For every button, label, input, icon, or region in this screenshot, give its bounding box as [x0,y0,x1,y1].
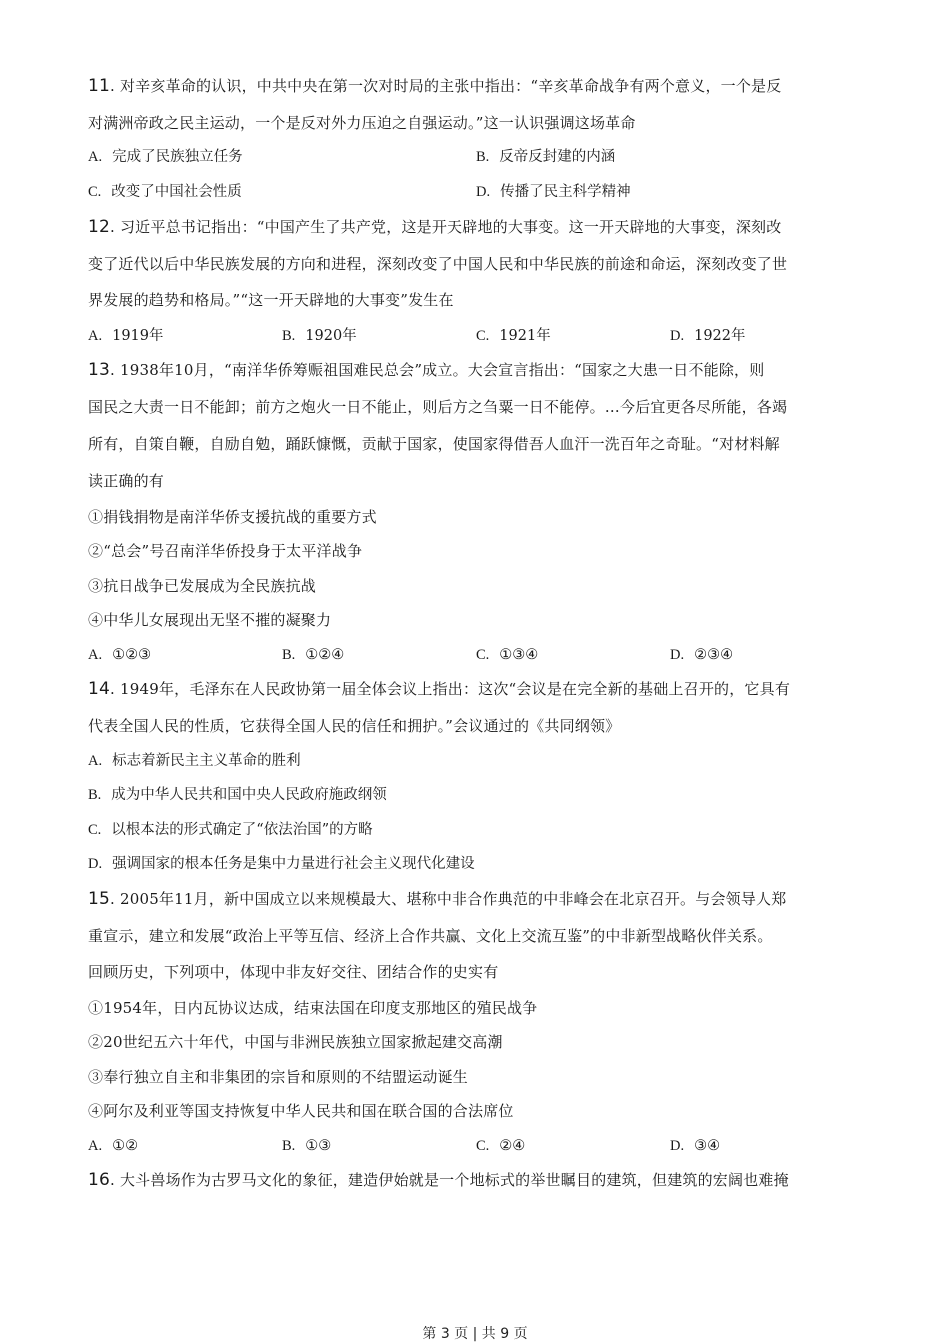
option-b[interactable]: B. ①③ [282,1138,332,1154]
question-15-line-1: 15. 2005年11月，新中国成立以来规模最大、堪称中非合作典范的中非峰会在北京召开。与会领导人郑 [88,889,787,909]
question-14-option-d[interactable]: D. 强调国家的根本任务是集中力量进行社会主义现代化建设 [88,856,475,872]
option-d[interactable]: D. 1922年 [670,328,746,344]
question-15-line-3: 回顾历史，下列项中，体现中非友好交往、团结合作的史实有 [88,963,499,981]
question-13-line-3: 所有，自策自鞭，自励自勉，踊跃慷慨，贡献于国家，使国家得借吾人血汗一洗百年之奇耻。“对材料解 [88,435,780,453]
question-14-option-c[interactable]: C. 以根本法的形式确定了“依法治国”的方略 [88,822,373,838]
page-footer: 第 3 页 | 共 9 页 [422,1326,528,1342]
question-15-statement-1: ①1954年，日内瓦协议达成，结束法国在印度支那地区的殖民战争 [88,999,538,1017]
question-12-line-1: 12. 习近平总书记指出：“中国产生了共产党，这是开天辟地的大事变。这一开天辟地的大事变，深刻改 [88,217,782,237]
question-14-line-2: 代表全国人民的性质，它获得全国人民的信任和拥护。”会议通过的《共同纲领》 [88,717,621,735]
option-c[interactable]: C. 1921年 [476,328,551,344]
question-13-line-4: 读正确的有 [88,472,165,490]
question-13-statement-1: ①捐钱捐物是南洋华侨支援抗战的重要方式 [88,508,377,526]
option-c[interactable]: C. 改变了中国社会性质 [88,184,242,200]
question-16-line-1: 16. 大斗兽场作为古罗马文化的象征，建造伊始就是一个地标式的举世瞩目的建筑，但建筑的宏阔也难掩 [88,1170,789,1190]
question-number: 13 [88,360,111,380]
option-d[interactable]: D. 传播了民主科学精神 [476,184,631,200]
question-12-line-2: 变了近代以后中华民族发展的方向和进程，深刻改变了中国人民和中华民族的前途和命运，深刻改变了世 [88,255,788,273]
question-15-statement-4: ④阿尔及利亚等国支持恢复中华人民共和国在联合国的合法席位 [88,1102,514,1120]
question-number: 15 [88,889,111,909]
question-15-options [88,1136,878,1156]
question-11-options-row-1 [88,147,878,167]
question-15-line-2: 重宣示，建立和发展“政治上平等互信、经济上合作共赢、文化上交流互鉴”的中非新型战略伙伴关系。 [88,927,773,945]
question-number: 16 [88,1170,111,1190]
question-number: 12 [88,217,111,237]
question-15-statement-2: ②20世纪五六十年代，中国与非洲民族独立国家掀起建交高潮 [88,1033,503,1051]
option-b[interactable]: B. 反帝反封建的内涵 [476,149,616,165]
question-15-statement-3: ③奉行独立自主和非集团的宗旨和原则的不结盟运动诞生 [88,1068,469,1086]
option-a[interactable]: A. ①②③ [88,647,152,663]
question-14-option-b[interactable]: B. 成为中华人民共和国中央人民政府施政纲领 [88,787,387,803]
option-c[interactable]: C. ②④ [476,1138,526,1154]
option-d[interactable]: D. ②③④ [670,647,734,663]
question-13-statement-2: ②“总会”号召南洋华侨投身于太平洋战争 [88,542,363,560]
question-number: 11 [88,76,111,96]
option-b[interactable]: B. 1920年 [282,328,357,344]
question-13-line-1: 13. 1938年10月，“南洋华侨筹赈祖国难民总会”成立。大会宣言指出：“国家之大患一日不能除，则 [88,360,765,380]
option-a[interactable]: A. 1919年 [88,328,164,344]
question-13-line-2: 国民之大责一日不能卸；前方之炮火一日不能止，则后方之刍粟一日不能停。…今后宜更各尽所能，各竭 [88,398,788,416]
question-13-statement-4: ④中华儿女展现出无坚不摧的凝聚力 [88,611,332,629]
question-12-line-3: 界发展的趋势和格局。”“这一开天辟地的大事变”发生在 [88,291,454,309]
option-b[interactable]: B. ①②④ [282,647,345,663]
question-14-line-1: 14. 1949年，毛泽东在人民政协第一届全体会议上指出：这次“会议是在完全新的基础上召开的，它具有 [88,679,791,699]
question-11-line-2: 对满洲帝政之民主运动，一个是反对外力压迫之自强运动。”这一认识强调这场革命 [88,114,636,132]
option-d[interactable]: D. ③④ [670,1138,721,1154]
question-11-line-1: 11. 对辛亥革命的认识，中共中央在第一次对时局的主张中指出：“辛亥革命战争有两个意义，一个是反 [88,76,782,96]
question-13-statement-3: ③抗日战争已发展成为全民族抗战 [88,577,317,595]
question-number: 14 [88,679,111,699]
option-c[interactable]: C. ①③④ [476,647,539,663]
option-a[interactable]: A. ①② [88,1138,139,1154]
question-14-option-a[interactable]: A. 标志着新民主主义革命的胜利 [88,753,301,769]
question-11-options-row-2 [88,182,878,202]
question-12-options [88,326,878,346]
option-a[interactable]: A. 完成了民族独立任务 [88,149,243,165]
question-13-options [88,645,878,665]
